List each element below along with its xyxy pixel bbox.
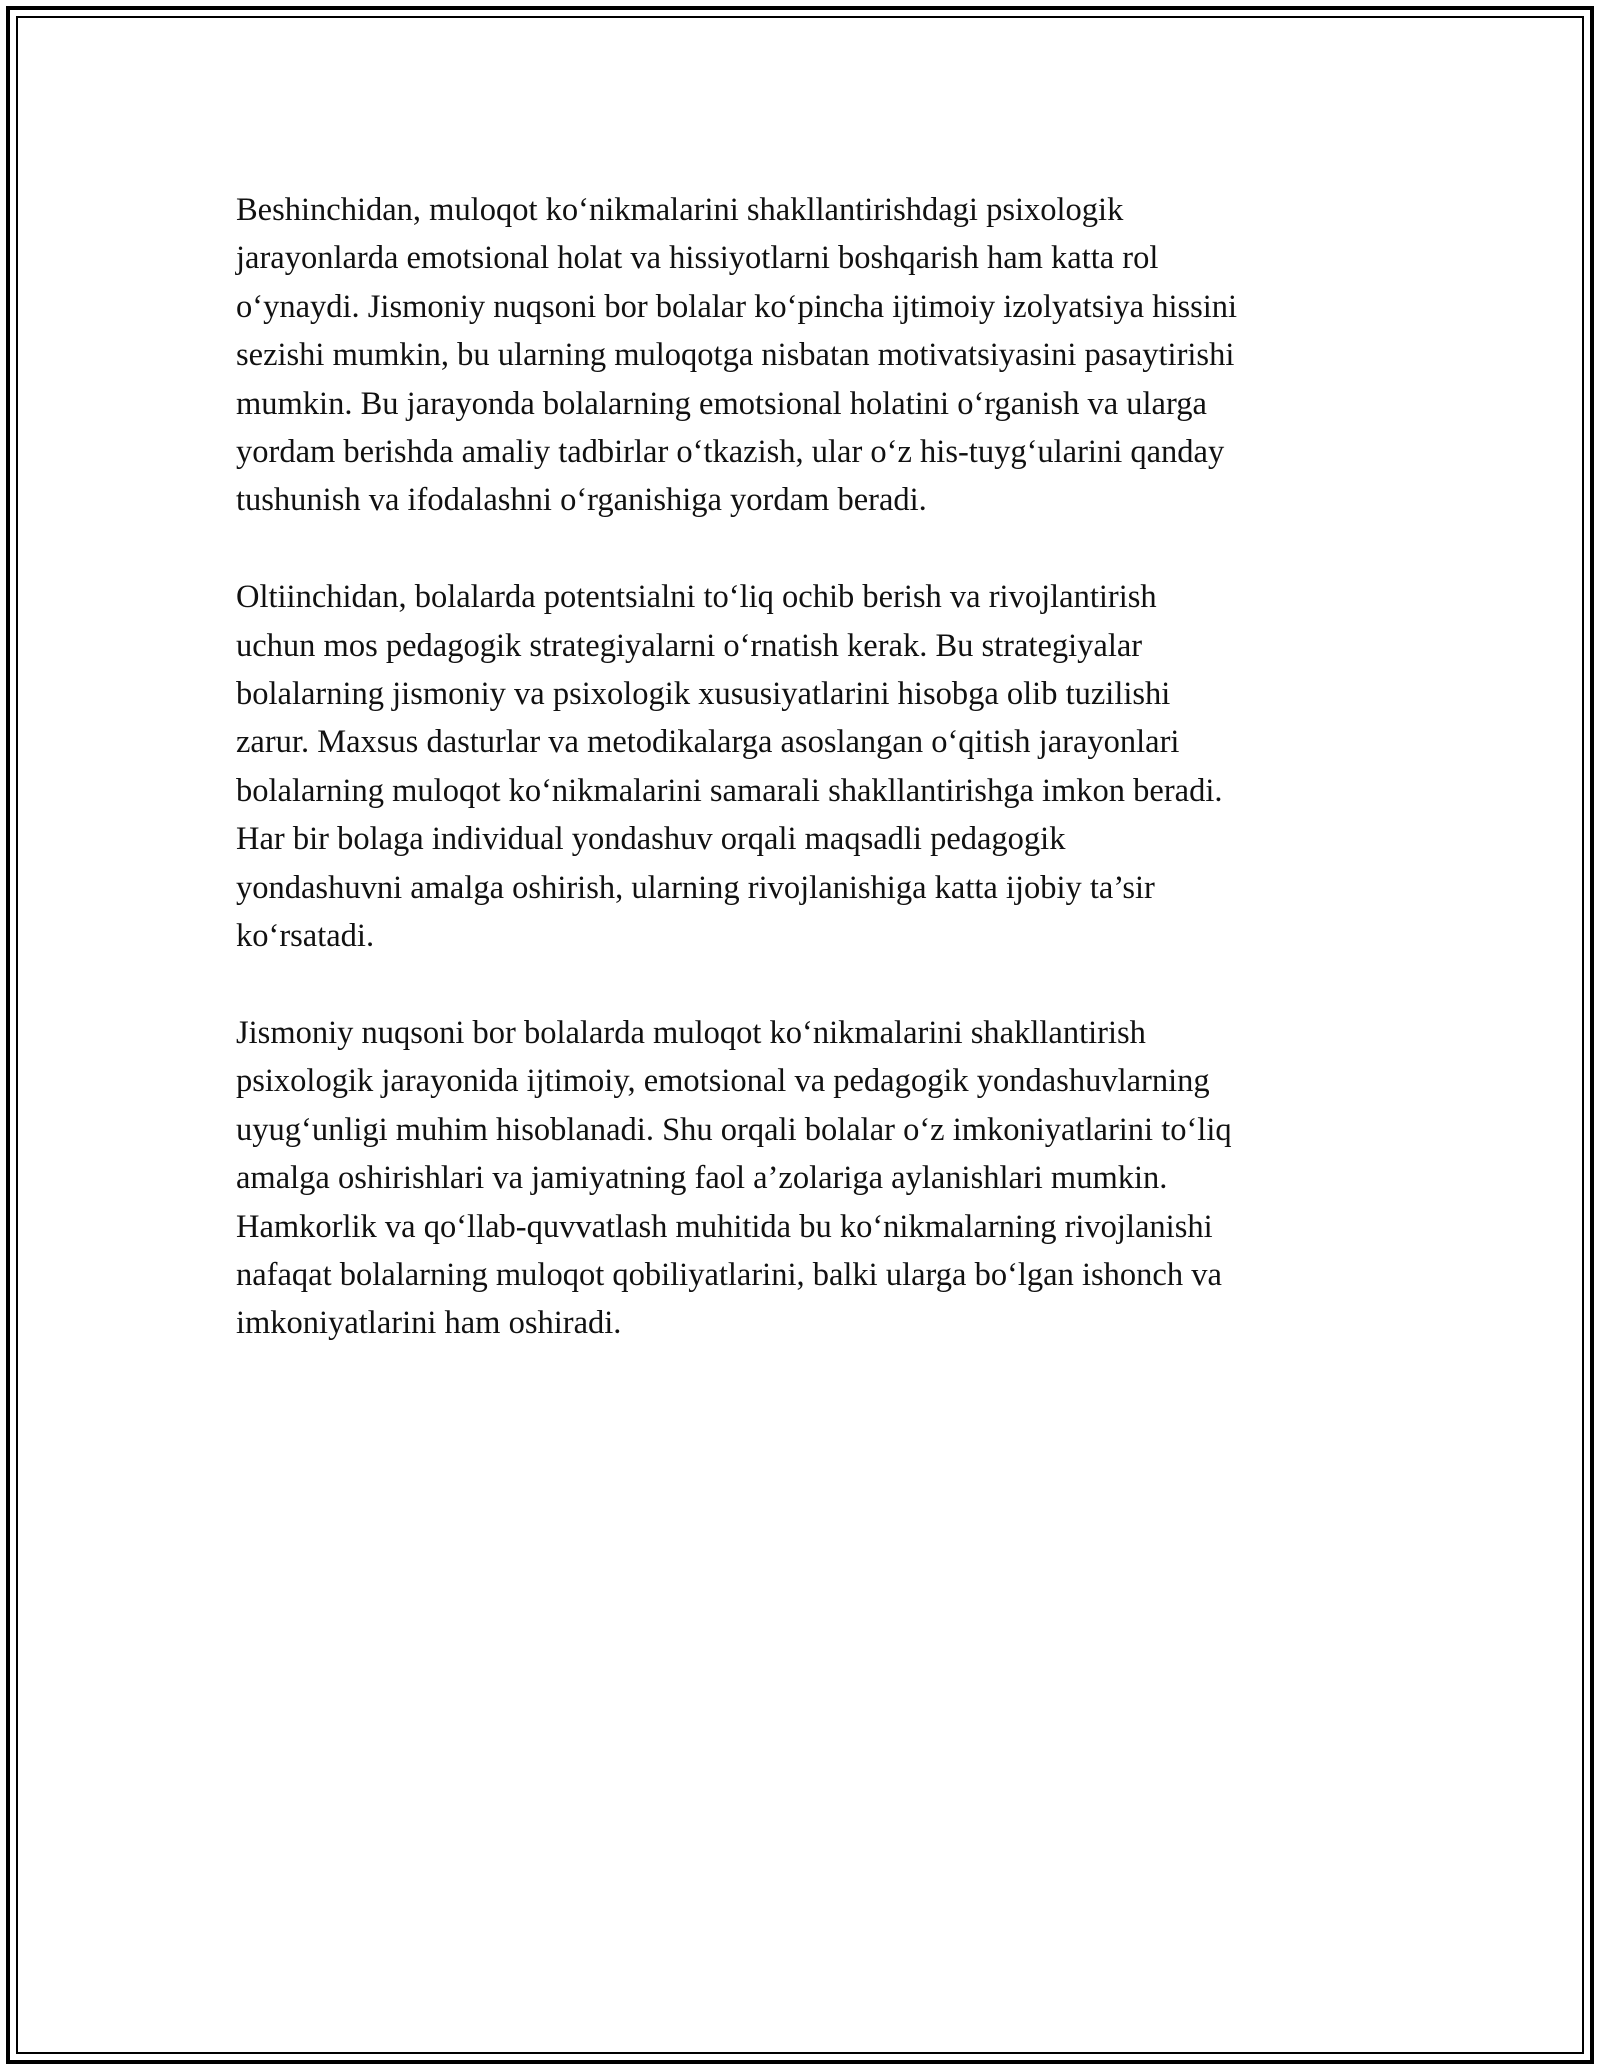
text-line: nafaqat bolalarning muloqot qobiliyatlarini, balki ularga bo‘lgan ishonch va bbox=[236, 1256, 1222, 1293]
text-line: bolalarning muloqot ko‘nikmalarini samarali shakllantirishga imkon beradi. bbox=[236, 772, 1223, 809]
paragraph-3 bbox=[236, 1009, 1396, 1348]
text-line: yondashuvni amalga oshirish, ularning rivojlanishiga katta ijobiy ta’sir bbox=[236, 869, 1155, 906]
text-line: Oltiinchidan, bolalarda potentsialni to‘liq ochib berish va rivojlantirish bbox=[236, 579, 1157, 616]
text-line: bolalarning jismoniy va psixologik xususiyatlarini hisobga olib tuzilishi bbox=[236, 676, 1171, 713]
text-line: uchun mos pedagogik strategiyalarni o‘rnatish kerak. Bu strategiyalar bbox=[236, 627, 1143, 664]
text-line: sezishi mumkin, bu ularning muloqotga nisbatan motivatsiyasini pasaytirishi bbox=[236, 337, 1235, 374]
text-line: Har bir bolaga individual yondashuv orqali maqsadli pedagogik bbox=[236, 821, 1066, 858]
text-line: imkoniyatlarini ham oshiradi. bbox=[236, 1305, 622, 1342]
text-line: yordam berishda amaliy tadbirlar o‘tkazish, ular o‘z his-tuyg‘ularini qanday bbox=[236, 434, 1225, 471]
text-line: tushunish va ifodalashni o‘rganishiga yordam beradi. bbox=[236, 482, 927, 519]
paragraph-2 bbox=[236, 573, 1396, 960]
paragraph-1 bbox=[236, 186, 1396, 525]
text-line: ko‘rsatadi. bbox=[236, 918, 375, 955]
text-line: Hamkorlik va qo‘llab-quvvatlash muhitida bu ko‘nikmalarning rivojlanishi bbox=[236, 1208, 1213, 1245]
text-line: o‘ynaydi. Jismoniy nuqsoni bor bolalar ko‘pincha ijtimoiy izolyatsiya hissini bbox=[236, 288, 1238, 325]
text-line: uyug‘unligi muhim hisoblanadi. Shu orqali bolalar o‘z imkoniyatlarini to‘liq bbox=[236, 1111, 1232, 1148]
text-line: amalga oshirishlari va jamiyatning faol a’zolariga aylanishlari mumkin. bbox=[236, 1160, 1168, 1197]
document-body bbox=[236, 186, 1396, 1396]
text-line: mumkin. Bu jarayonda bolalarning emotsional holatini o‘rganish va ularga bbox=[236, 385, 1207, 422]
text-line: jarayonlarda emotsional holat va hissiyotlarni boshqarish ham katta rol bbox=[236, 240, 1159, 277]
text-line: zarur. Maxsus dasturlar va metodikalarga asoslangan o‘qitish jarayonlari bbox=[236, 724, 1180, 761]
text-line: Beshinchidan, muloqot ko‘nikmalarini shakllantirishdagi psixologik bbox=[236, 192, 1124, 228]
text-line: psixologik jarayonida ijtimoiy, emotsional va pedagogik yondashuvlarning bbox=[236, 1063, 1210, 1100]
text-line: Jismoniy nuqsoni bor bolalarda muloqot ko‘nikmalarini shakllantirish bbox=[236, 1014, 1146, 1051]
